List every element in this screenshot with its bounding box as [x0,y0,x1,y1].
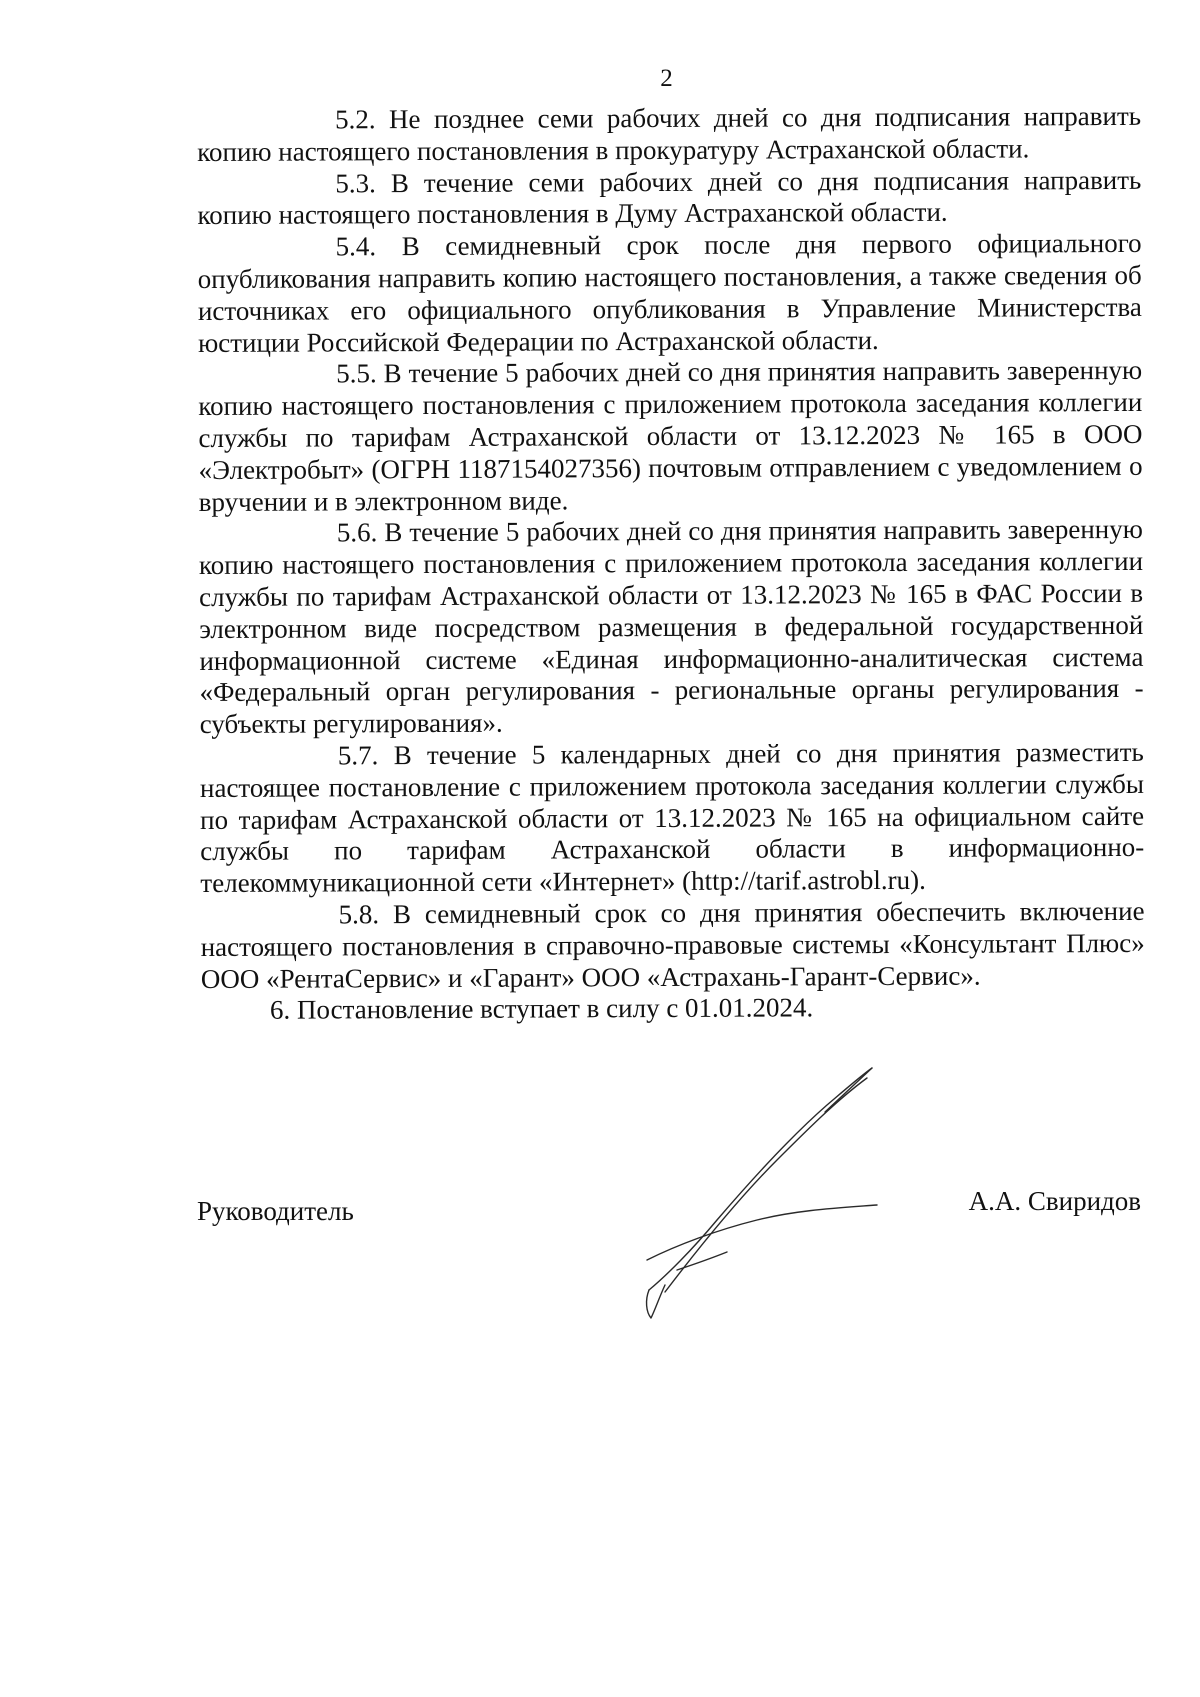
paragraph-number: 6. [269,994,291,1026]
paragraph-number: 5.6. [336,517,378,548]
paragraph-text: Постановление вступает в силу с 01.01.2024. [296,992,814,1025]
document-body [197,101,1145,1027]
signer-name: А.А. Свиридов [968,1186,1141,1216]
paragraph-text: В течение 5 рабочих дней со дня принятия направить заверенную копию настоящего постановления с приложением протокола заседания коллегии службы по тарифам Астраханской области от 13.12.2023 № 165 в ООО «Электробыт» (ОГРН 1187154027356) почтовым отправлением с уведомлением о вручении и в электронном виде. [198,355,1143,517]
paragraph-5-7 [200,737,1145,900]
paragraph-number: 5.4. [335,231,377,262]
paragraph-5-5 [198,355,1143,518]
paragraph-text: В семидневный срок после дня первого официального опубликования направить копию настоящего постановления, а также сведения об источниках его официального опубликования в Управление Министерства юстиции Российской Федерации по Астраханской области. [197,228,1142,358]
paragraph-number: 5.7. [337,740,379,771]
paragraph-text: В семидневный срок со дня принятия обеспечить включение настоящего постановления в справочно-правовые системы «Консультант Плюс» ООО «РентаСервис» и «Гарант» ООО «Астрахань-Гарант-Сервис». [200,895,1145,994]
paragraph-number: 5.8. [338,899,380,930]
paragraph-number: 5.5. [336,358,377,389]
paragraph-text: В течение 5 календарных дней со дня принятия разместить настоящее постановление с приложением протокола заседания коллегии службы по тарифам Астраханской области от 13.12.2023 № 165 на официальном сайте службы по тарифам Астраханской области в информационно-телекоммуникационной сети «Интернет» (http://tarif.astrobl.ru). [199,736,1145,899]
paragraph-number: 5.3. [335,167,376,198]
paragraph-5-8 [200,896,1144,996]
signer-position: Руководитель [197,1196,354,1226]
paragraph-5-4 [198,228,1143,359]
paragraph-5-6 [199,514,1144,741]
paragraph-5-3 [197,164,1141,232]
signature-block [197,1180,1141,1330]
paragraph-text: В течение 5 рабочих дней со дня принятия направить заверенную копию настоящего постановления с приложением протокола заседания коллегии службы по тарифам Астраханской области от 13.12.2023 № 165 в ФАС России в электронном виде посредством размещения в федеральной государственной информационной системе «Единая информационно-аналитическая система «Федеральный орган регулирования - региональные органы регулирования - субъекты регулирования». [198,514,1144,740]
paragraph-5-2 [197,101,1141,169]
paragraph-6 [201,991,1145,1027]
paragraph-text: В течение семи рабочих дней со дня подписания направить копию настоящего постановления в Думу Астраханской области. [197,164,1142,231]
page-number: 2 [660,65,673,92]
paragraph-number: 5.2. [334,104,376,135]
handwritten-signature [637,1060,917,1320]
paragraph-text: Не позднее семи рабочих дней со дня подписания направить копию настоящего постановления в прокуратуру Астраханской области. [197,100,1142,167]
